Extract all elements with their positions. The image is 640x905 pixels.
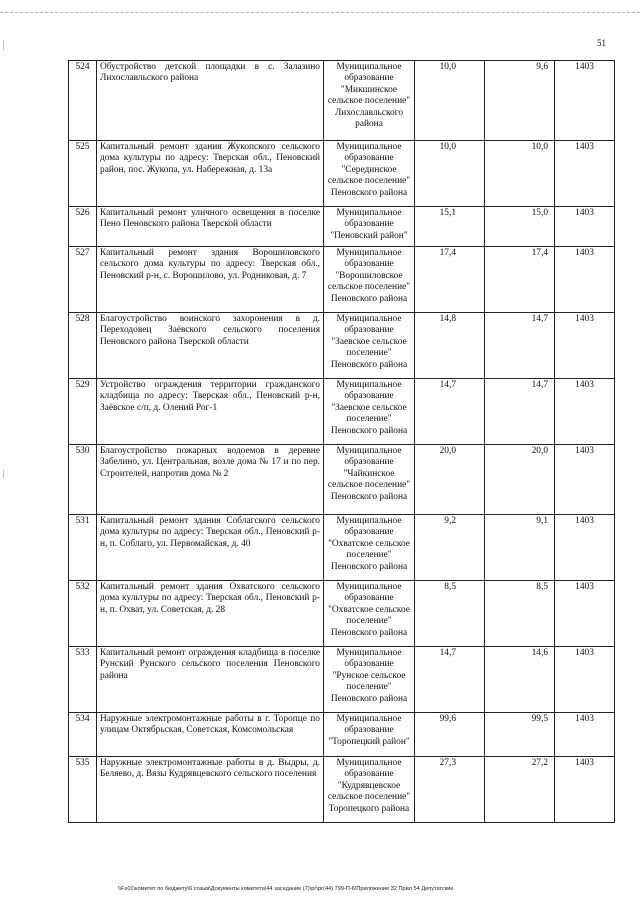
amount-cell: 9,6 [485, 61, 555, 141]
table-body [69, 61, 615, 823]
amount-cell: 14,8 [415, 313, 485, 379]
row-number-cell: 525 [69, 141, 97, 207]
object-name-cell: Обустройство детской площадки в с. Залазино Лихославльского района [97, 61, 324, 141]
amount-cell: 10,0 [415, 141, 485, 207]
recipient-cell: Муниципальное образование "Ворошиловское сельское поселение" Пеновского района [324, 247, 415, 313]
row-number-cell: 526 [69, 207, 97, 247]
object-name-cell: Капитальный ремонт уличного освещения в поселке Пено Пеновского района Тверской области [97, 207, 324, 247]
amount-cell: 15,1 [415, 207, 485, 247]
amount-cell: 27,3 [415, 757, 485, 823]
amount-cell: 10,0 [485, 141, 555, 207]
budget-code-cell: 1403 [555, 757, 615, 823]
row-number-cell: 530 [69, 445, 97, 515]
table-row [69, 581, 615, 647]
row-number-cell: 528 [69, 313, 97, 379]
amount-cell: 20,0 [485, 445, 555, 515]
recipient-cell: Муниципальное образование "Пеновский район" [324, 207, 415, 247]
budget-code-cell: 1403 [555, 515, 615, 581]
recipient-cell: Муниципальное образование "Заевское сельское поселение" Пеновского района [324, 379, 415, 445]
row-number-cell: 529 [69, 379, 97, 445]
table-row [69, 141, 615, 207]
amount-cell: 9,1 [485, 515, 555, 581]
budget-code-cell: 1403 [555, 141, 615, 207]
amount-cell: 14,7 [485, 313, 555, 379]
budget-code-cell: 1403 [555, 247, 615, 313]
amount-cell: 20,0 [415, 445, 485, 515]
budget-code-cell: 1403 [555, 647, 615, 713]
object-name-cell: Благоустройство пожарных водоемов в деревне Забелино, ул. Центральная, возле дома № 17 и по пер. Строителей, напротив дома № 2 [97, 445, 324, 515]
budget-code-cell: 1403 [555, 581, 615, 647]
budget-code-cell: 1403 [555, 445, 615, 515]
amount-cell: 27,2 [485, 757, 555, 823]
amount-cell: 14,6 [485, 647, 555, 713]
table-row [69, 757, 615, 823]
object-name-cell: Наружные электромонтажные работы в г. Торопце по улицам Октябрьская, Советская, Комсомольская [97, 713, 324, 757]
amount-cell: 14,7 [485, 379, 555, 445]
row-number-cell: 533 [69, 647, 97, 713]
table-row [69, 207, 615, 247]
recipient-cell: Муниципальное образование "Рунское сельское поселение" Пеновского района [324, 647, 415, 713]
row-number-cell: 534 [69, 713, 97, 757]
budget-code-cell: 1403 [555, 379, 615, 445]
appropriations-table [68, 60, 615, 823]
object-name-cell: Капитальный ремонт здания Охватского сельского дома культуры по адресу: Тверская обл., Пеновский р-н, п. Охват, ул. Советская, д. 28 [97, 581, 324, 647]
recipient-cell: Муниципальное образование "Чайкинское сельское поселение" Пеновского района [324, 445, 415, 515]
amount-cell: 8,5 [485, 581, 555, 647]
amount-cell: 99,5 [485, 713, 555, 757]
object-name-cell: Благоустройство воинского захоронения в д. Переходовец Заёвского сельского поселения Пеновского района Тверской области [97, 313, 324, 379]
scan-margin-mark [3, 40, 4, 50]
page-number: 51 [597, 38, 606, 48]
amount-cell: 17,4 [485, 247, 555, 313]
amount-cell: 99,6 [415, 713, 485, 757]
table-row [69, 515, 615, 581]
budget-code-cell: 1403 [555, 207, 615, 247]
row-number-cell: 531 [69, 515, 97, 581]
row-number-cell: 532 [69, 581, 97, 647]
object-name-cell: Капитальный ремонт ограждения кладбища в поселке Рунский Рунского сельского поселения Пеновского района [97, 647, 324, 713]
recipient-cell: Муниципальное образование "Заевское сельское поселение" Пеновского района [324, 313, 415, 379]
table-row [69, 379, 615, 445]
budget-code-cell: 1403 [555, 61, 615, 141]
recipient-cell: Муниципальное образование "Серединское сельское поселение" Пеновского района [324, 141, 415, 207]
amount-cell: 17,4 [415, 247, 485, 313]
recipient-cell: Муниципальное образование "Охватское сельское поселение" Пеновского района [324, 515, 415, 581]
table-row [69, 647, 615, 713]
table-row [69, 713, 615, 757]
amount-cell: 8,5 [415, 581, 485, 647]
footer-file-path: \\Fs01\комитет по бюджету\6 созыв\Документы комитета\44 заседание (7)\рг\рг(44) 799-П-6\Приложение 32 Прил 54 Депутатские [118, 886, 454, 892]
amount-cell: 14,7 [415, 647, 485, 713]
scan-top-rule [0, 12, 640, 13]
object-name-cell: Капитальный ремонт здания Жукопского сельского дома культуры по адресу: Тверская обл., Пеновский район, пос. Жукопа, ул. Набережная, д. 13а [97, 141, 324, 207]
amount-cell: 14,7 [415, 379, 485, 445]
row-number-cell: 535 [69, 757, 97, 823]
object-name-cell: Наружные электромонтажные работы в д. Выдры, д. Беляево, д. Вязы Кудрявцевского сельского поселения [97, 757, 324, 823]
budget-code-cell: 1403 [555, 713, 615, 757]
recipient-cell: Муниципальное образование "Кудрявцевское сельское поселение" Торопецкого района [324, 757, 415, 823]
table-row [69, 61, 615, 141]
amount-cell: 10,0 [415, 61, 485, 141]
object-name-cell: Устройство ограждения территории гражданского кладбища по адресу: Тверская обл., Пеновский р-н, Заёвское с/п, д. Олений Рог-1 [97, 379, 324, 445]
recipient-cell: Муниципальное образование "Торопецкий район" [324, 713, 415, 757]
budget-code-cell: 1403 [555, 313, 615, 379]
scan-margin-mark [3, 470, 4, 478]
table-row [69, 313, 615, 379]
table-row [69, 445, 615, 515]
row-number-cell: 527 [69, 247, 97, 313]
recipient-cell: Муниципальное образование "Охватское сельское поселение" Пеновского района [324, 581, 415, 647]
amount-cell: 9,2 [415, 515, 485, 581]
object-name-cell: Капитальный ремонт здания Соблагского сельского дома культуры по адресу: Тверская обл., Пеновский р-н, п. Соблаго, ул. Первомайская, д. 40 [97, 515, 324, 581]
row-number-cell: 524 [69, 61, 97, 141]
amount-cell: 15,0 [485, 207, 555, 247]
recipient-cell: Муниципальное образование "Микшинское сельское поселение" Лихославльского района [324, 61, 415, 141]
object-name-cell: Капитальный ремонт здания Ворошиловского сельского дома культуры по адресу: Тверская обл., Пеновский р-н, с. Ворошилово, ул. Родниковая, д. 7 [97, 247, 324, 313]
table-row [69, 247, 615, 313]
